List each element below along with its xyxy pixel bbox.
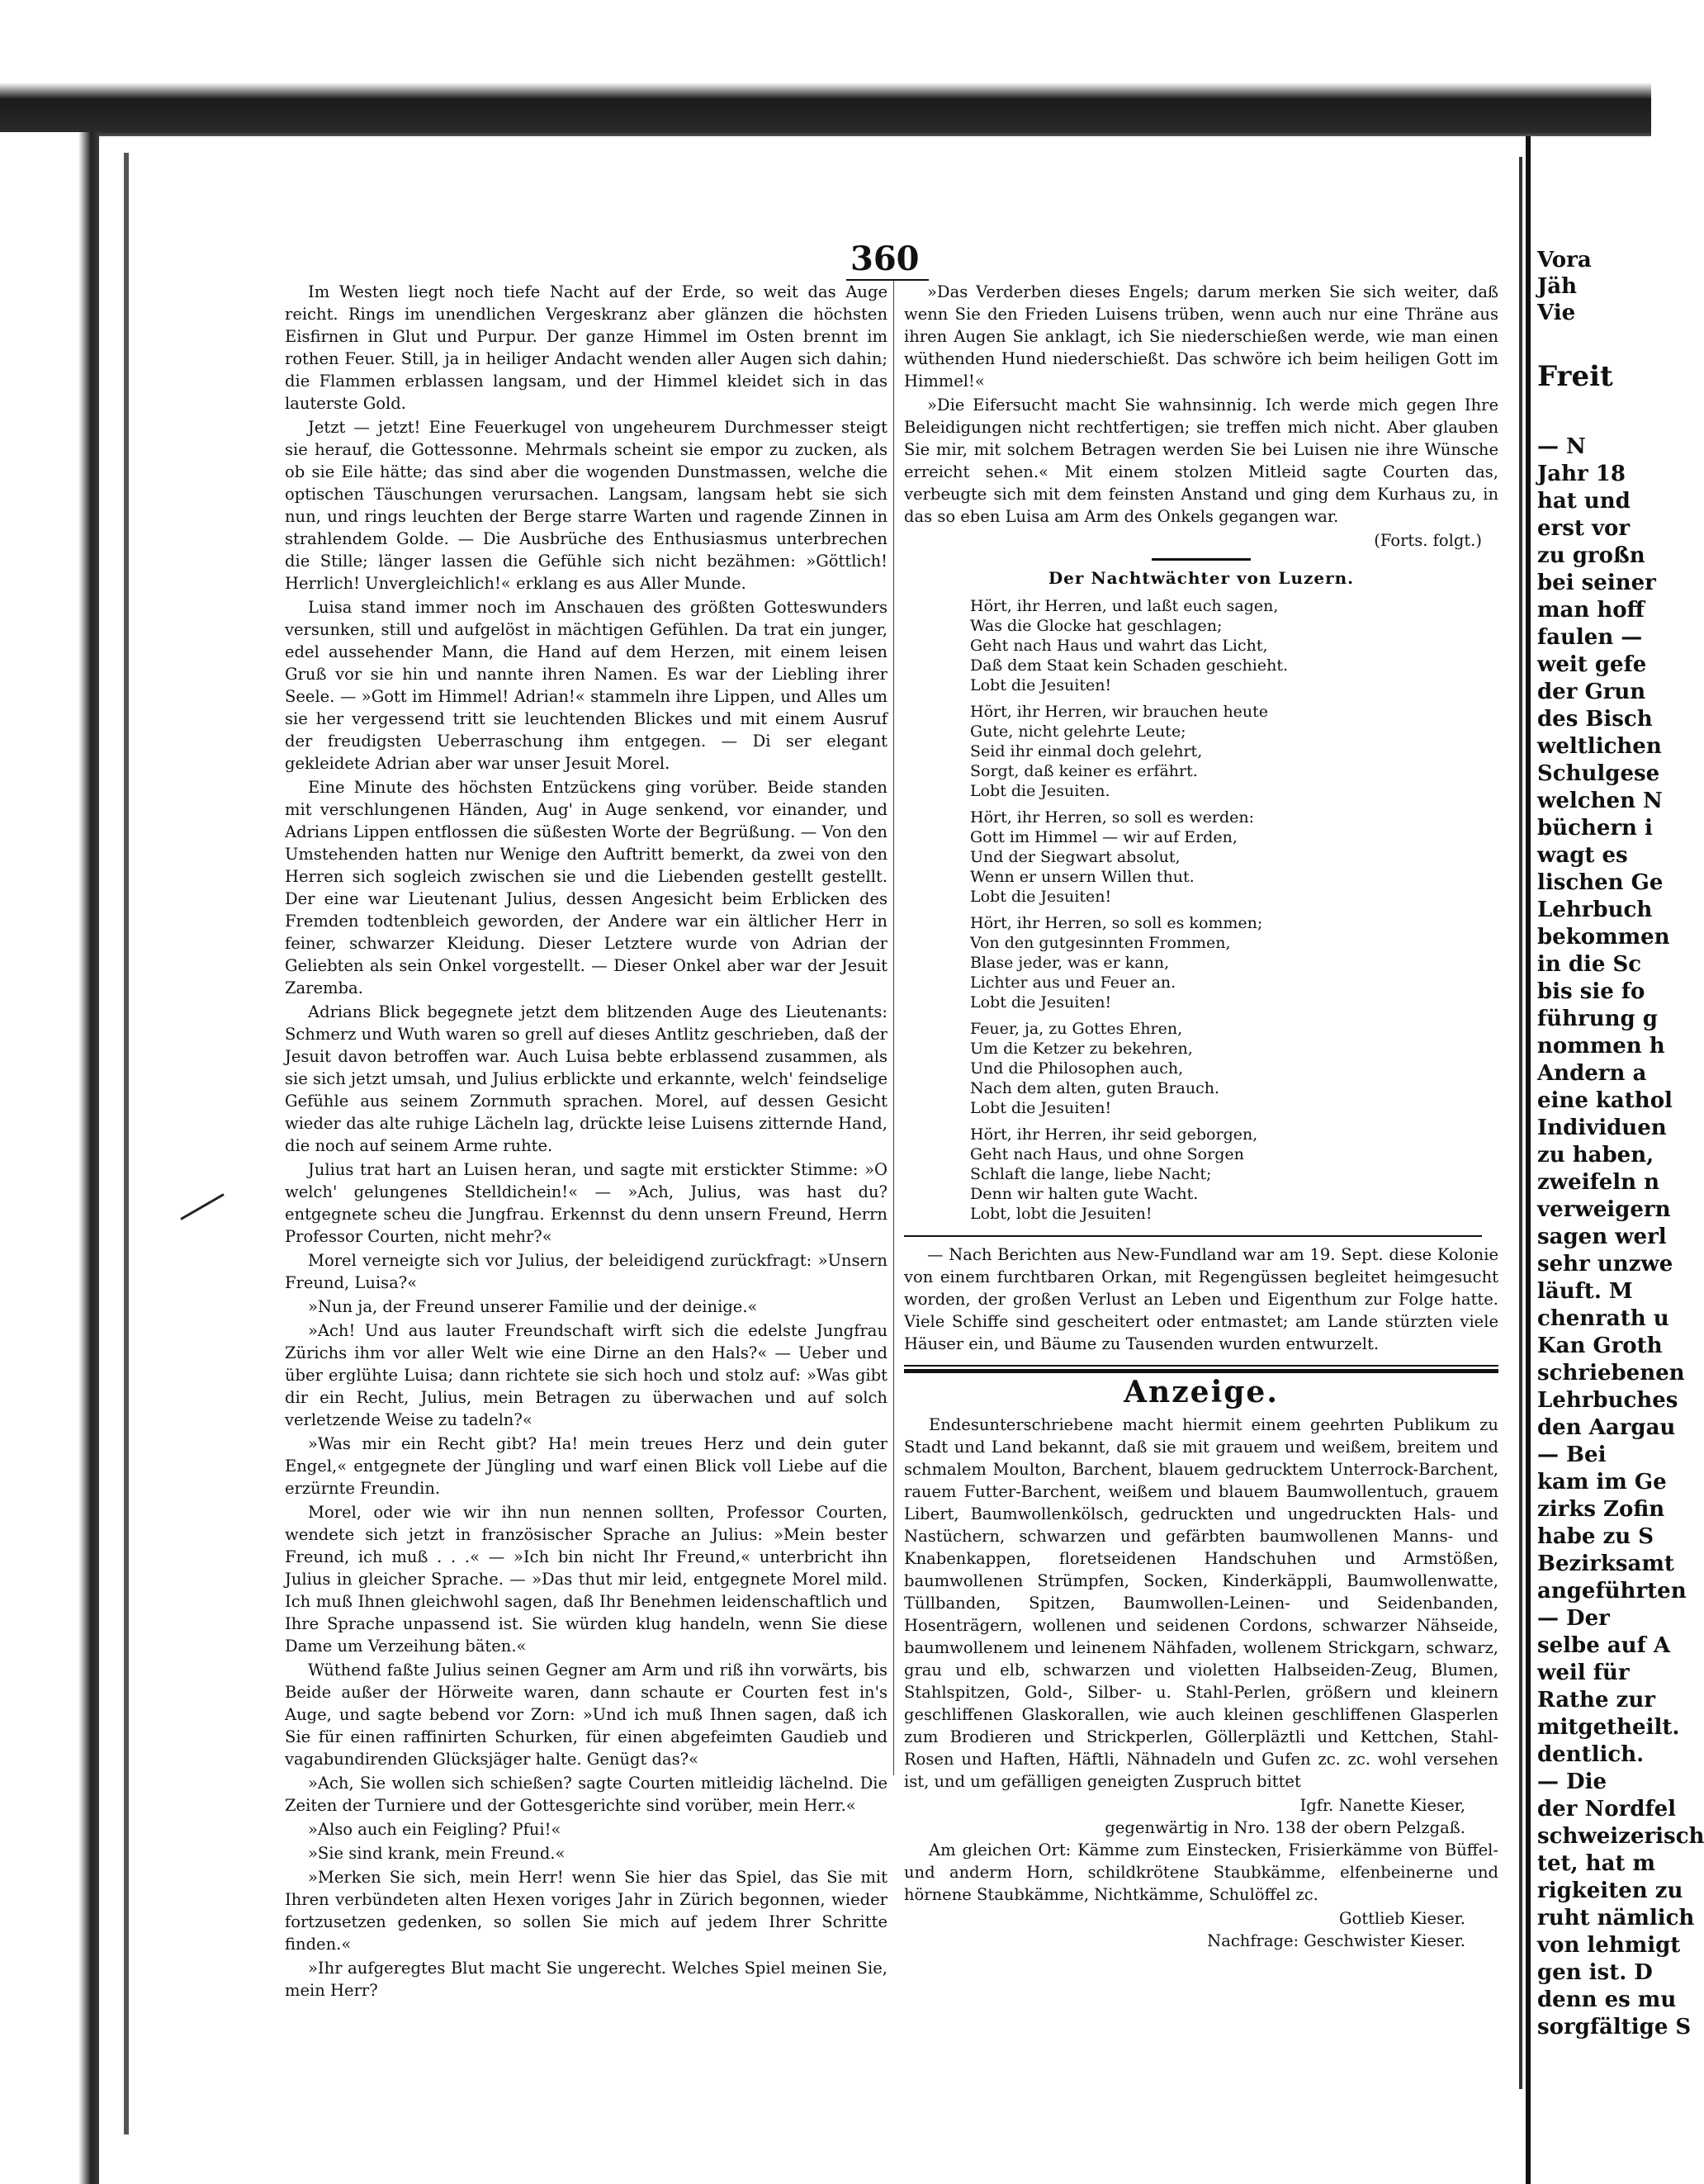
adjacent-page-fragment: man hoff — [1537, 598, 1645, 623]
adjacent-page-fragment: — N — [1537, 434, 1586, 459]
poem-line: Gott im Himmel — wir auf Erden, — [970, 828, 1238, 846]
adjacent-page-fragment: sehr unzwe — [1537, 1252, 1673, 1277]
poem-line: Hört, ihr Herren, so soll es kommen; — [970, 914, 1263, 932]
poem-line: Geht nach Haus, und ohne Sorgen — [970, 1145, 1244, 1163]
adjacent-page-fragment: faulen — — [1537, 625, 1643, 650]
poem-line: Gute, nicht gelehrte Leute; — [970, 722, 1186, 741]
adjacent-page-fragment: bis sie fo — [1537, 979, 1645, 1004]
adjacent-page-fragment: sorgfältige S — [1537, 2015, 1692, 2040]
paragraph: Eine Minute des höchsten Entzückens ging vorüber. Beide standen mit verschlungenen Händen, Aug' in Auge senkend, vor einander, und Adrians Lippen entflossen die süßesten Worte der Begrüßung. — Von den Umstehenden hatten nur Wenige den Auftritt bemerkt, da zwei von den Herren sich sogleich zwischen sie und die Liebenden gestellt gestellt. Der eine war Lieutenant Julius, dessen Angesicht beim Erblicken des Fremden todtenbleich geworden, der Andere war ein ältlicher Herr in feiner, schwarzer Kleidung. Dieser Letztere wurde von Adrian der Geliebten als sein Onkel vorgestellt. — Dieser Onkel aber war der Jesuit Zaremba. — [285, 778, 888, 997]
adjacent-page-fragment: kam im Ge — [1537, 1470, 1667, 1495]
adjacent-page-fragment: der Nordfel — [1537, 1797, 1677, 1822]
poem-line: Lobt, lobt die Jesuiten! — [970, 1205, 1153, 1223]
paragraph: »Ach, Sie wollen sich schießen? sagte Courten mitleidig lächelnd. Die Zeiten der Turniere und der Gottesgerichte sind vorüber, mein Herr.« — [285, 1774, 888, 1815]
poem-line: Schlaft die lange, liebe Nacht; — [970, 1165, 1212, 1183]
adjacent-page-fragment: Andern a — [1537, 1061, 1647, 1086]
paragraph: Wüthend faßte Julius seinen Gegner am Arm und riß ihn vorwärts, bis Beide außer der Hörweite waren, dann schaute er Courten fest in's Auge, und sagte bebend vor Zorn: »Und ich muß Ihnen sagen, daß ich Sie für einen raffinirten Schurken, für einen abgefeimten Gaudieb und vagabundirenden Glücksjäger halte. Genügt das?« — [285, 1661, 888, 1769]
paragraph: »Das Verderben dieses Engels; darum merken Sie sich weiter, daß wenn Sie den Frieden Luisens trüben, wenn auch nur eine Thräne aus ihren Augen Sie anklagt, ich Sie niederschießen werde, wie man einen wüthenden Hund niederschießt. Das schwöre ich beim heiligen Gott im Himmel!« — [904, 282, 1498, 391]
continued-note: (Forts. folgt.) — [1374, 531, 1482, 550]
paragraph: »Nun ja, der Freund unserer Familie und der deinige.« — [308, 1297, 758, 1316]
paragraph: Im Westen liegt noch tiefe Nacht auf der Erde, so weit das Auge reicht. Rings im unendlichen Vergeskranz aber glänzen die höchsten Eisfirnen in Glut und Purpur. Der ganze Himmel im Osten brennt im rothen Feuer. Still, ja in heiliger Andacht wenden aller Augen sich dahin; die Flammen erblassen langsam, und der Himmel kleidet sich in das lauterste Gold. — [285, 282, 888, 413]
adjacent-page-fragment: lischen Ge — [1537, 870, 1664, 895]
adjacent-page-fragment: nommen h — [1537, 1034, 1665, 1059]
adjacent-page-fragment: angeführten — [1537, 1579, 1687, 1604]
advertisement-rule — [904, 1365, 1498, 1373]
poem-line: Blase jeder, was er kann, — [970, 954, 1170, 972]
scan-top-border — [0, 0, 1651, 136]
paragraph: »Ihr aufgeregtes Blut macht Sie ungerecht. Welches Spiel meinen Sie, mein Herr? — [285, 1959, 888, 2000]
adjacent-page-fragment: zu haben, — [1537, 1143, 1654, 1168]
poem-line: Nach dem alten, guten Brauch. — [970, 1079, 1220, 1097]
paragraph: Jetzt — jetzt! Eine Feuerkugel von ungeheurem Durchmesser steigt sie herauf, die Gottessonne. Mehrmals scheint sie empor zu zucken, als ob sie Eile hätte; das sind aber die wogenden Dunstmassen, welche die optischen Täuschungen verursachen. Langsam, langsam hebt sie sich nun, und rings leuchten der Berge starre Warten und ragende Zinnen in strahlendem Golde. — Die Ausbrüche des Enthusiasmus unterbrechen die Stille; länger lassen die Gefühle sich nicht bezähmen: »Göttlich! Herrlich! Unvergleichlich!« erklang es aus Aller Munde. — [285, 418, 888, 593]
poem-line: Lobt die Jesuiten! — [970, 1099, 1112, 1117]
adjacent-page-fragment: mitgetheilt. — [1537, 1715, 1680, 1740]
adjacent-page-fragment: gen ist. D — [1537, 1960, 1653, 1985]
adjacent-page-fragment: Lehrbuches — [1537, 1388, 1678, 1413]
page-edge-shadow — [124, 153, 129, 2134]
poem-stanza — [970, 702, 1498, 801]
poem — [970, 596, 1498, 1224]
poem-line: Und die Philosophen auch, — [970, 1059, 1184, 1078]
adjacent-page-fragment: in die Sc — [1537, 952, 1642, 977]
paragraph: Morel, oder wie wir ihn nun nennen sollten, Professor Courten, wendete sich jetzt in französischer Sprache an Julius: »Mein bester Freund, ich muß . . .« — »Ich bin nicht Ihr Freund,« unterbricht ihn Julius in gleicher Sprache. — »Das thut mir leid, entgegnete Morel mild. Ich muß Ihnen gleichwohl sagen, daß Ihr Benehmen leidenschaftlich und Ihre Sprache unpassend ist. Sie würden klug handeln, wenn Sie diese Dame um Verzeihung bäten.« — [285, 1503, 888, 1656]
poem-stanza — [970, 913, 1498, 1012]
adjacent-page-fragment: tet, hat m — [1537, 1851, 1655, 1876]
adjacent-page-fragment: Kan Groth — [1537, 1334, 1663, 1358]
page-number: 360 — [850, 239, 920, 278]
poem-line: Hört, ihr Herren, ihr seid geborgen, — [970, 1125, 1258, 1144]
poem-line: Seid ihr einmal doch gelehrt, — [970, 742, 1203, 760]
adjacent-page-fragment: Bezirksamt — [1537, 1552, 1674, 1576]
poem-line: Lobt die Jesuiten. — [970, 782, 1110, 800]
column-divider — [893, 281, 894, 1775]
adjacent-page-fragment: läuft. M — [1537, 1279, 1633, 1304]
adjacent-page-fragment: Vie — [1537, 301, 1576, 325]
adjacent-page-fragment: — Bei — [1537, 1443, 1607, 1467]
paragraph: »Was mir ein Recht gibt? Ha! mein treues Herz und dein guter Engel,« entgegnete der Jüngling und warf einen Blick voll Liebe auf die erzürnte Freundin. — [285, 1434, 888, 1498]
adjacent-page-fragment: bekommen — [1537, 925, 1670, 950]
adjacent-page-fragment: büchern i — [1537, 816, 1653, 841]
paragraph: Julius trat hart an Luisen heran, und sagte mit erstickter Stimme: »O welch' gelungenes Stelldichein!« — »Ach, Julius, was hast du? entgegnete scheu die Jungfrau. Erkennst du denn unsern Freund, Herrn Professor Courten, nicht mehr?« — [285, 1160, 888, 1246]
news-item: — Nach Berichten aus New-Fundland war am 19. Sept. diese Kolonie von einem furchtbaren Orkan, mit Regengüssen begleitet heimgesucht worden, der großen Verlust an Leben und Eigenthum zur Folge hatte. Viele Schiffe sind gescheitert oder entmastet; am Lande stürzten viele Häuser ein, und Bäume zu Tausenden wurden entwurzelt. — [904, 1245, 1498, 1353]
poem-stanza — [970, 808, 1498, 907]
adjacent-page-fragment: Jahr 18 — [1537, 462, 1626, 486]
adjacent-page-fragment: Freit — [1537, 360, 1613, 393]
adjacent-page-fragment: sagen werl — [1537, 1225, 1667, 1249]
poem-line: Hört, ihr Herren, und laßt euch sagen, — [970, 597, 1279, 615]
poem-line: Sorgt, daß keiner es erfährt. — [970, 762, 1198, 780]
paragraph: Morel verneigte sich vor Julius, der beleidigend zurückfragt: »Unsern Freund, Luisa?« — [285, 1251, 888, 1292]
poem-line: Lobt die Jesuiten! — [970, 676, 1112, 694]
advertisement-address: gegenwärtig in Nro. 138 der obern Pelzgaß. — [1105, 1818, 1465, 1837]
adjacent-page-fragment: chenrath u — [1537, 1306, 1669, 1331]
adjacent-page-fragment: hat und — [1537, 489, 1631, 514]
paragraph: Adrians Blick begegnete jetzt dem blitzenden Auge des Lieutenants: Schmerz und Wuth waren so grell auf dieses Antlitz geschrieben, daß der Jesuit davon betroffen war. Auch Luisa bebte erblassend zusammen, als sie sich jetzt umsah, und Julius erblickte und erkannte, welch' feindselige Gefühle aus seinem Zornmuth sprachen. Morel, auf dessen Gesicht wieder das alte ruhige Lächeln lag, drückte leise Luisens zitternde Hand, die noch auf seinem Arme ruhte. — [285, 1002, 888, 1155]
adjacent-page-fragment: Individuen — [1537, 1116, 1667, 1140]
poem-line: Um die Ketzer zu bekehren, — [970, 1040, 1193, 1058]
adjacent-page-fragment: der Grun — [1537, 680, 1646, 704]
paragraph: Luisa stand immer noch im Anschauen des größten Gotteswunders versunken, still und aufgelöst in mächtigen Gefühlen. Da trat ein junger, edel aussehender Mann, die Hand auf dem Herzen, mit einem leisen Gruß vor sie hin und nannte ihren Namen. Es war der Liebling ihrer Seele. — »Gott im Himmel! Adrian!« stammeln ihre Lippen, und Alles um sie her vergessend tritt sie leuchtenden Blickes und mit einem Ausruf der freudigsten Ueberraschung ihm entgegen. — Di ser elegant gekleidete Adrian aber war unser Jesuit Morel. — [285, 598, 888, 773]
adjacent-page-fragment: des Bisch — [1537, 707, 1653, 732]
poem-line: Denn wir halten gute Wacht. — [970, 1185, 1199, 1203]
poem-line: Hört, ihr Herren, wir brauchen heute — [970, 703, 1269, 721]
adjacent-page-fragment: schriebenen — [1537, 1361, 1685, 1386]
adjacent-page-strip — [1526, 136, 1704, 2184]
adjacent-page-fragment: den Aargau — [1537, 1415, 1676, 1440]
poem-line: Lobt die Jesuiten! — [970, 888, 1112, 906]
poem-title: Der Nachtwächter von Luzern. — [1048, 568, 1355, 588]
advertisement-title: Anzeige. — [1124, 1375, 1279, 1409]
adjacent-page-fragment: von lehmigt — [1537, 1933, 1681, 1958]
adjacent-page-fragment: Vora — [1537, 248, 1592, 272]
adjacent-page-fragment: zirks Zofin — [1537, 1497, 1665, 1522]
adjacent-page-fragment: Rathe zur — [1537, 1688, 1655, 1713]
adjacent-page-fragment: führung g — [1537, 1007, 1658, 1031]
advertisement-inquiry: Nachfrage: Geschwister Kieser. — [1207, 1931, 1465, 1950]
adjacent-page-fragment: weltlichen — [1537, 734, 1662, 759]
paragraph: »Also auch ein Feigling? Pfui!« — [308, 1820, 561, 1839]
advertisement-second-paragraph: Am gleichen Ort: Kämme zum Einstecken, Frisierkämme von Büffel- und anderm Horn, schildkrötene Staubkämme, elfenbeinerne und hörnene Staubkämme, Nichtkämme, Schulöffel zc. — [904, 1841, 1498, 1904]
adjacent-page-fragment: dentlich. — [1537, 1742, 1645, 1767]
right-column — [904, 281, 1498, 1952]
adjacent-page-fragment: selbe auf A — [1537, 1633, 1670, 1658]
adjacent-page-fragment: schweizerisch — [1537, 1824, 1704, 1849]
adjacent-page-fragment: weit gefe — [1537, 652, 1647, 677]
advertisement-second-signature: Gottlieb Kieser. — [1339, 1909, 1465, 1928]
advertisement — [904, 1375, 1498, 1952]
adjacent-page-fragment: ruht nämlich — [1537, 1906, 1695, 1931]
adjacent-page-fragment: bei seiner — [1537, 571, 1656, 595]
paragraph: »Ach! Und aus lauter Freundschaft wirft sich die edelste Jungfrau Zürichs ihm vor aller Welt wie eine Dirne an den Hals?« — Ueber und über erglühte Luisa; dann richtete sie sich hoch und stolz auf: »Was gibt dir ein Recht, Julius, mein Betragen zu überwachen und auf solch verletzende Weise zu tadeln?« — [285, 1321, 888, 1429]
advertisement-signature: Igfr. Nanette Kieser, — [1299, 1796, 1465, 1815]
paragraph: »Sie sind krank, mein Freund.« — [308, 1844, 566, 1863]
poem-line: Lichter aus und Feuer an. — [970, 974, 1176, 992]
poem-stanza — [970, 1019, 1498, 1118]
adjacent-page-fragment: — Der — [1537, 1606, 1610, 1631]
adjacent-page-fragment: — Die — [1537, 1769, 1607, 1794]
adjacent-page-fragment: Schulgese — [1537, 761, 1660, 786]
section-rule — [904, 1235, 1482, 1237]
adjacent-page-fragment: verweigern — [1537, 1197, 1671, 1222]
adjacent-page-fragment: zu großn — [1537, 543, 1645, 568]
adjacent-page-fragment: denn es mu — [1537, 1987, 1677, 2012]
poem-line: Was die Glocke hat geschlagen; — [970, 617, 1223, 635]
paragraph: »Die Eifersucht macht Sie wahnsinnig. Ich werde mich gegen Ihre Beleidigungen nicht rechtfertigen; sie treffen mich nicht. Aber glauben Sie mir, mit solchem Betragen werden Sie bei Luisen nie ihre Wünsche erreicht sehen.« Mit einem stolzen Mitleid sagte Courten das, verbeugte sich mit dem feinsten Anstand und ging dem Kurhaus zu, in das so eben Luisa am Arm des Onkels gegangen war. — [904, 396, 1498, 526]
poem-line: Von den gutgesinnten Frommen, — [970, 934, 1231, 952]
poem-stanza — [970, 1125, 1498, 1224]
adjacent-page-fragment: Lehrbuch — [1537, 898, 1653, 922]
poem-line: Wenn er unsern Willen thut. — [970, 868, 1195, 886]
poem-line: Und der Siegwart absolut, — [970, 848, 1181, 866]
adjacent-page-fragment: weil für — [1537, 1661, 1630, 1685]
poem-line: Lobt die Jesuiten! — [970, 993, 1112, 1011]
adjacent-page-fragment: erst vor — [1537, 516, 1631, 541]
scan-left-border — [0, 132, 99, 2184]
poem-stanza — [970, 596, 1498, 695]
adjacent-page-fragment: habe zu S — [1537, 1524, 1654, 1549]
section-rule — [1152, 558, 1251, 561]
paragraph: »Merken Sie sich, mein Herr! wenn Sie hier das Spiel, das Sie mit Ihren verbündeten alten Hexen voriges Jahr in Zürich begonnen, wieder fortzusetzen gedenken, so sollen Sie mich auf jedem Ihrer Schritte finden.« — [285, 1868, 888, 1954]
poem-line: Hört, ihr Herren, so soll es werden: — [970, 808, 1255, 827]
adjacent-page-fragment: welchen N — [1537, 789, 1663, 813]
adjacent-page-fragment: rigkeiten zu — [1537, 1878, 1683, 1903]
left-column — [285, 281, 888, 2003]
poem-line: Daß dem Staat kein Schaden geschieht. — [970, 656, 1289, 675]
adjacent-page-fragment: eine kathol — [1537, 1088, 1673, 1113]
adjacent-page-fragment: zweifeln n — [1537, 1170, 1660, 1195]
poem-line: Feuer, ja, zu Gottes Ehren, — [970, 1020, 1183, 1038]
adjacent-page-fragment: wagt es — [1537, 843, 1628, 868]
advertisement-body: Endesunterschriebene macht hiermit einem geehrten Publikum zu Stadt und Land bekannt, daß sie mit grauem und weißem, breitem und schmalem Moulton, Barchent, blauem gedrucktem Unterrock-Barchent, rauem Futter-Barchent, weißem und blauem Baumwollentuch, grauem Libert, Baumwollenkölsch, gedruckten und ungedruckten Hals- und Nastüchern, schwarzen und gefärbten baumwollenen Manns- und Knabenkappen, floretseidenen Handschuhen und Armstößen, baumwollenen Strümpfen, Socken, Kinderkäppli, Baumwollenwatte, Tüllbanden, Spitzen, Baumwollen-Leinen- und Seidenbanden, Hosenträgern, wollenen und seidenen Cordons, schwarzer Nähseide, baumwollenem und leinenem Nähfaden, wollenem Strickgarn, schwarz, grau und elb, schwarzen und violetten Halbseiden-Zeug, Blumen, Stahlspitzen, Gold-, Silber- u. Stahl-Perlen, größern und kleinern geschliffenen Glaskorallen, wie auch kleinen geschliffenen Glasperlen zum Brodieren und Strickperlen, Göllerpläztli und Kettchen, Stahl-Rosen und Haften, Häftli, Nähnadeln und Gufen zc. zc. wohl versehen ist, und um gefälligen geneigten Zuspruch bittet — [904, 1415, 1498, 1791]
poem-line: Geht nach Haus und wahrt das Licht, — [970, 637, 1268, 655]
adjacent-page-fragment: Jäh — [1537, 274, 1578, 299]
